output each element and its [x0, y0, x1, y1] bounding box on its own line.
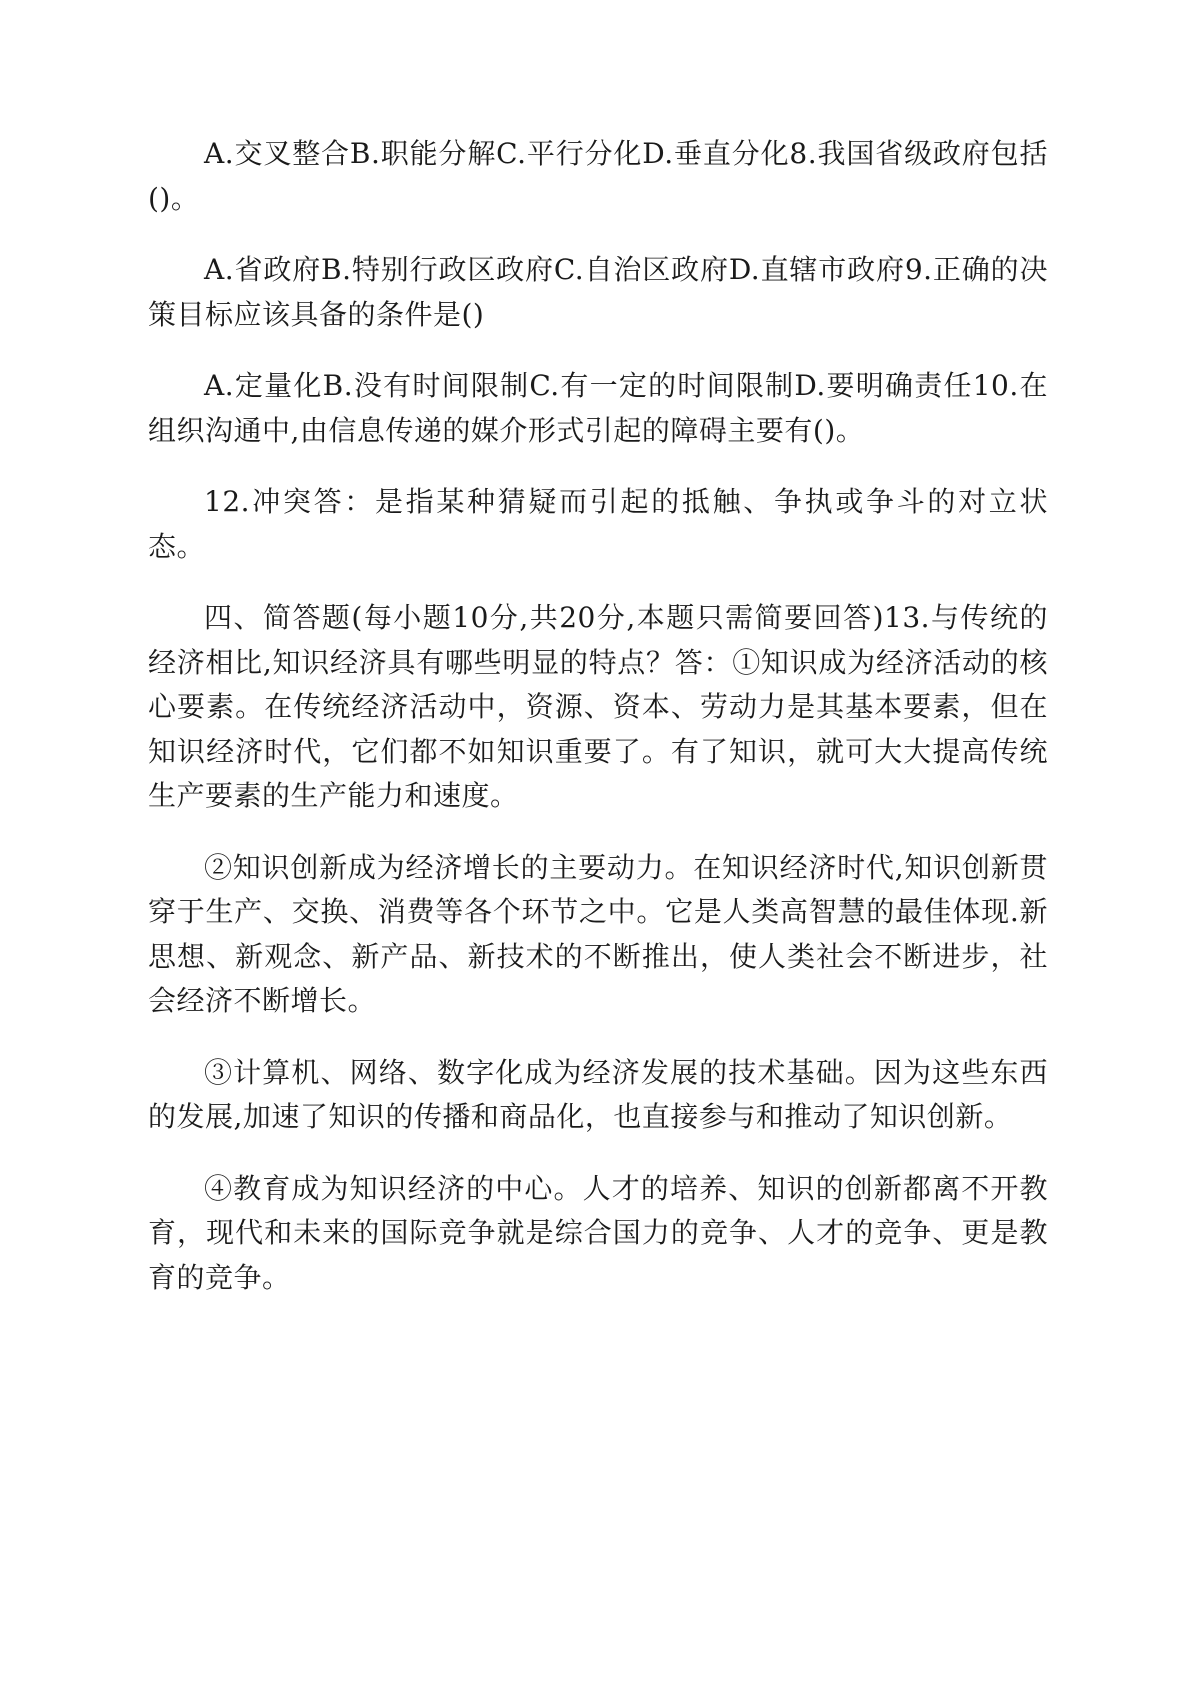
paragraph-question-12-answer: 12.冲突答：是指某种猜疑而引起的抵触、争执或争斗的对立状态。 [148, 485, 1048, 563]
paragraph-answer-point-3: ③计算机、网络、数字化成为经济发展的技术基础。因为这些东西的发展,加速了知识的传播和商品化，也直接参与和推动了知识创新。 [148, 1055, 1048, 1133]
document-body [148, 132, 1048, 1327]
paragraph-section-4-question-13: 四、简答题(每小题10分,共20分,本题只需简要回答)13.与传统的经济相比,知识经济具有哪些明显的特点？答：①知识成为经济活动的核心要素。在传统经济活动中，资源、资本、劳动力是其基本要素，但在知识经济时代，它们都不如知识重要了。有了知识，就可大大提高传统生产要素的生产能力和速度。 [148, 601, 1048, 812]
paragraph-question-7-options-question-8: A.交叉整合B.职能分解C.平行分化D.垂直分化8.我国省级政府包括()。 [148, 137, 1048, 215]
paragraph-question-8-options-question-9: A.省政府B.特别行政区政府C.自治区政府D.直辖市政府9.正确的决策目标应该具备的条件是() [148, 253, 1048, 331]
paragraph-answer-point-2: ②知识创新成为经济增长的主要动力。在知识经济时代,知识创新贯穿于生产、交换、消费等各个环节之中。它是人类高智慧的最佳体现.新思想、新观念、新产品、新技术的不断推出，使人类社会不断进步，社会经济不断增长。 [148, 850, 1048, 1017]
paragraph-question-9-options-question-10: A.定量化B.没有时间限制C.有一定的时间限制D.要明确责任10.在组织沟通中,由信息传递的媒介形式引起的障碍主要有()。 [148, 369, 1048, 447]
paragraph-answer-point-4: ④教育成为知识经济的中心。人才的培养、知识的创新都离不开教育，现代和未来的国际竞争就是综合国力的竞争、人才的竞争、更是教育的竞争。 [148, 1171, 1048, 1294]
